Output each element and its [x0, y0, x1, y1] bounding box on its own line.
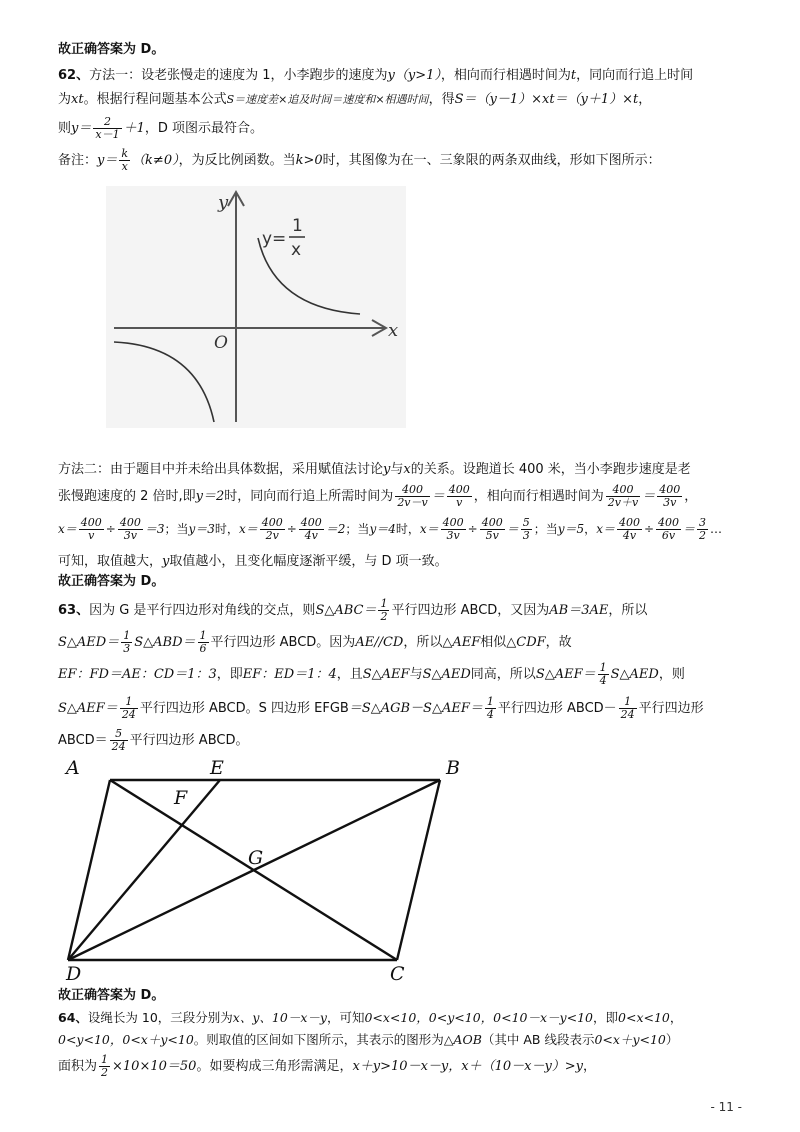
text: 平行四边形 ABCD－ — [497, 701, 617, 716]
math: ＋1 — [123, 121, 145, 136]
fraction: $\frac{1}{2}$ — [380, 597, 388, 623]
text: 备注： — [58, 153, 98, 168]
fraction: $\frac{2}{x-1}$ — [95, 115, 120, 141]
answer-line-62: 故正确答案为 D。 — [58, 574, 165, 589]
text: ，为反比例函数。当 — [178, 153, 296, 168]
fraction: $\frac{400}{2v+v}$ — [607, 483, 639, 509]
point-label-G: G — [248, 847, 264, 869]
math: ＝2 — [325, 522, 346, 536]
text: 因为 G 是平行四边形对角线的交点，则 — [89, 603, 316, 618]
text: 方法二：由于题目中并未给出具体数据，采用赋值法讨论 — [58, 462, 384, 477]
text: 。如要构成三角形需满足， — [196, 1059, 353, 1074]
fraction: $\frac{400}{3v}$ — [442, 516, 464, 542]
answer-line-61: 故正确答案为 D。 — [58, 42, 165, 57]
q64-number: 64、 — [58, 1010, 88, 1025]
math: x＝ — [238, 522, 258, 536]
math: S△ABD＝ — [134, 635, 196, 650]
text: ， — [583, 1059, 597, 1074]
fraction: $\frac{1}{4}$ — [599, 661, 607, 687]
math: S△AEF＝ — [535, 667, 596, 682]
fraction: $\frac{400}{4v}$ — [300, 516, 322, 542]
text: 平行四边形 — [638, 701, 704, 716]
q62-line-2 — [58, 90, 651, 110]
text: 平行四边形 ABCD。 — [129, 733, 249, 748]
text: 相似 — [480, 635, 507, 650]
math: S＝速度差×追及时间＝速度和×相遇时间 — [226, 93, 429, 106]
q62-line-1 — [58, 66, 693, 86]
method2-line-2 — [58, 482, 697, 512]
text: 与 — [390, 462, 404, 477]
text: ，则 — [658, 667, 685, 682]
fraction: $\frac{400}{2v-v}$ — [397, 483, 428, 509]
fraction: $\frac{1}{4}$ — [486, 695, 494, 721]
diagonal-DB — [68, 780, 440, 960]
math: x＝ — [58, 522, 77, 536]
page-number: - 11 - — [710, 1100, 742, 1114]
text: ，所以 — [403, 635, 443, 650]
text: 的关系。设跑道长 400 米，当小李跑步速度是老 — [410, 462, 691, 477]
vertex-label-E: E — [210, 760, 224, 779]
text: ，相向而行相遇时间为 — [440, 68, 571, 83]
math: x＋y>10－x－y，x＋（10－x－y）>y — [352, 1059, 584, 1074]
math: S△AED — [422, 667, 471, 682]
graph-background — [106, 186, 406, 428]
math: y — [162, 554, 170, 569]
math: △AOB — [443, 1032, 482, 1047]
curve-label-denominator: x — [291, 240, 302, 260]
text: 设绳长为 10，三段分别为 — [87, 1010, 233, 1025]
q63-number: 63、 — [58, 603, 90, 618]
math: y（y>1） — [387, 68, 441, 83]
math: ＝ — [642, 489, 656, 504]
fraction: $\frac{400}{v}$ — [448, 483, 470, 509]
q62-line-3 — [58, 114, 263, 144]
text: … — [710, 522, 723, 536]
math: ＝ — [683, 522, 696, 536]
math: k>0 — [295, 153, 323, 168]
math: S△AEF — [362, 667, 410, 682]
math: ÷ — [286, 522, 297, 536]
q63-line-2 — [58, 628, 572, 658]
text: （其中 AB 线段表示 — [481, 1032, 595, 1047]
math: ÷ — [467, 522, 478, 536]
fraction: $\frac{1}{24}$ — [121, 695, 136, 721]
math: ＝3 — [144, 522, 165, 536]
vertex-label-C: C — [390, 963, 405, 985]
text: 。则取值的区间如下图所示，其表示的图形为 — [193, 1032, 444, 1047]
parallelogram-figure — [60, 760, 500, 985]
text: ， — [684, 489, 698, 504]
hyperbola-graph — [106, 186, 406, 428]
vertex-label-D: D — [66, 963, 82, 985]
text: ，D 项图示最符合。 — [144, 121, 264, 136]
math: x＝ — [596, 522, 615, 536]
fraction: $\frac{1}{6}$ — [199, 629, 207, 655]
math: y＝ — [97, 153, 118, 168]
x-axis-label: x — [388, 320, 399, 341]
text: ， — [669, 1010, 683, 1025]
math: y＝ — [71, 121, 92, 136]
q64-line-3 — [58, 1052, 596, 1082]
math: S＝（y－1）×xt＝（y＋1）×t — [454, 92, 639, 107]
text: 时， — [214, 522, 239, 536]
math: 0<x<10 — [618, 1010, 670, 1025]
method2-line-3 — [58, 514, 722, 544]
q63-line-4 — [58, 694, 704, 724]
text: ；当 — [533, 522, 558, 536]
fraction: $\frac{400}{4v}$ — [618, 516, 640, 542]
text: ；当 — [164, 522, 189, 536]
curve-label-numerator: 1 — [292, 216, 303, 236]
text: ，故 — [545, 635, 572, 650]
q63-line-3 — [58, 660, 685, 690]
origin-label: O — [214, 333, 228, 353]
q62-note — [58, 146, 661, 176]
math: S△AED — [610, 667, 659, 682]
edge-DA — [68, 780, 110, 960]
fraction: $\frac{5}{3}$ — [522, 516, 530, 542]
math: x — [403, 462, 411, 477]
point-label-F: F — [174, 787, 188, 809]
math: ×10×10＝50 — [112, 1059, 197, 1074]
math: EF：ED＝1：4 — [242, 667, 337, 682]
fraction: $\frac{400}{3v}$ — [119, 516, 141, 542]
math: y＝5 — [557, 522, 585, 536]
text: ，即 — [216, 667, 243, 682]
math: S△AED＝ — [58, 635, 120, 650]
math: ＝ — [506, 522, 519, 536]
text: ） — [665, 1032, 679, 1047]
edge-BC — [397, 780, 440, 960]
math: AB＝3AE — [549, 603, 609, 618]
math: t — [570, 68, 577, 83]
math: ÷ — [643, 522, 655, 536]
q63-line-5 — [58, 726, 248, 756]
fraction: $\frac{3}{2}$ — [699, 516, 707, 542]
vertex-label-B: B — [446, 760, 460, 779]
answer-line-63: 故正确答案为 D。 — [58, 988, 165, 1003]
method2-line-4 — [58, 552, 448, 572]
fraction: $\frac{1}{2}$ — [101, 1053, 109, 1079]
text: ，同向而行追上时间 — [576, 68, 694, 83]
fraction: $\frac{400}{2v}$ — [261, 516, 283, 542]
fraction: $\frac{400}{5v}$ — [481, 516, 503, 542]
math: xt — [71, 92, 84, 107]
text: ， — [584, 522, 597, 536]
y-axis-label: y — [218, 192, 229, 213]
text: 面积为 — [58, 1059, 98, 1074]
q62-number: 62、 — [58, 68, 90, 83]
fraction: $\frac{1}{24}$ — [620, 695, 635, 721]
math: S△ABC＝ — [315, 603, 377, 618]
fraction: $\frac{400}{3v}$ — [659, 483, 681, 509]
text: ，所以 — [608, 603, 648, 618]
segment-DE — [68, 780, 220, 960]
math: x＝ — [419, 522, 439, 536]
fraction: $\frac{400}{v}$ — [80, 516, 102, 542]
method2-line-1 — [58, 460, 691, 480]
curve-label: y= — [262, 229, 287, 249]
vertex-label-A: A — [66, 760, 80, 779]
text: 平行四边形 ABCD。因为 — [210, 635, 356, 650]
text: ， — [638, 92, 652, 107]
math: EF：FD＝AE：CD＝1：3 — [58, 667, 217, 682]
text: ，可知 — [326, 1010, 365, 1025]
text: 则 — [58, 121, 72, 136]
q64-line-2 — [58, 1030, 678, 1050]
math: y＝4 — [369, 522, 396, 536]
fraction: $\frac{1}{3}$ — [123, 629, 131, 655]
text: ，得 — [428, 92, 455, 107]
math: y＝2 — [195, 489, 225, 504]
math: 0<y<10，0<x＋y<10 — [58, 1032, 194, 1047]
text: 取值越小，且变化幅度逐渐平缓，与 D 项一致。 — [169, 554, 448, 569]
math: y — [383, 462, 391, 477]
q64-line-1 — [58, 1008, 682, 1028]
text: ，相向而行相遇时间为 — [473, 489, 604, 504]
text: 时，其图像为在一、三象限的两条双曲线，形如下图所示： — [322, 153, 661, 168]
math: （k≠0） — [132, 153, 179, 168]
text: 可知，取值越大， — [58, 554, 163, 569]
text: 时，同向而行追上所需时间为 — [224, 489, 394, 504]
text: 张慢跑速度的 2 倍时,即 — [58, 489, 196, 504]
math: ＝S△AGB－S△AEF＝ — [348, 701, 483, 716]
math: AE//CD — [355, 635, 404, 650]
text: 时， — [395, 522, 420, 536]
math: △AEF — [442, 635, 481, 650]
fraction: $\frac{k}{x}$ — [121, 147, 129, 173]
text: ，且 — [336, 667, 363, 682]
math: x、y、10－x－y — [232, 1010, 327, 1025]
text: 。根据行程问题基本公式 — [83, 92, 227, 107]
text: ，即 — [593, 1010, 619, 1025]
fraction: $\frac{400}{6v}$ — [658, 516, 680, 542]
text: 方法一：设老张慢走的速度为 1，小李跑步的速度为 — [89, 68, 388, 83]
q63-line-1 — [58, 596, 647, 626]
math: 0<x<10，0<y<10，0<10－x－y<10 — [364, 1010, 593, 1025]
text: ；当 — [345, 522, 370, 536]
math: y＝3 — [188, 522, 215, 536]
text: 为 — [58, 92, 72, 107]
text: 平行四边形 ABCD。S 四边形 EFGB — [139, 701, 349, 716]
text: 平行四边形 ABCD，又因为 — [391, 603, 550, 618]
text: ABCD＝ — [58, 733, 108, 748]
math: 0<x＋y<10 — [594, 1032, 666, 1047]
text: 同高，所以 — [470, 667, 536, 682]
math: ＝ — [431, 489, 445, 504]
math: ÷ — [105, 522, 116, 536]
math: △CDF — [506, 635, 546, 650]
math: S△AEF＝ — [58, 701, 118, 716]
text: 与 — [409, 667, 423, 682]
fraction: $\frac{5}{24}$ — [111, 727, 126, 753]
